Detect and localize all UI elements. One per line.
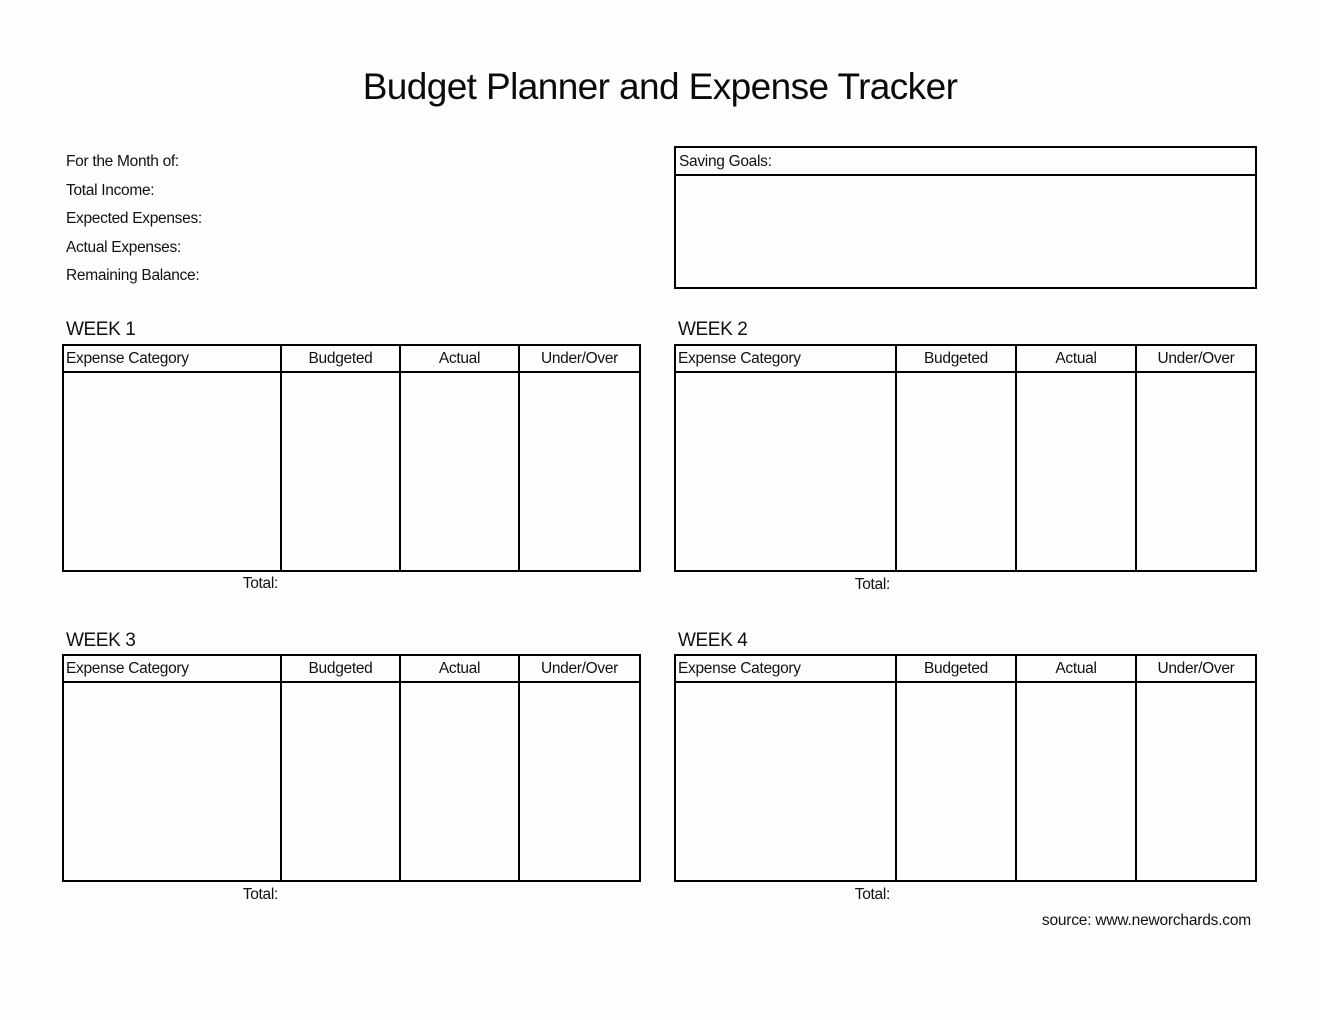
expense-category-cell[interactable] <box>64 683 282 880</box>
col-budgeted: Budgeted <box>282 656 401 681</box>
table-header <box>64 346 639 373</box>
table-body <box>64 683 639 880</box>
week-2-label: WEEK 2 <box>678 319 748 340</box>
table-header <box>676 346 1255 373</box>
budgeted-cell[interactable] <box>897 683 1017 880</box>
under-over-cell[interactable] <box>520 683 639 880</box>
expense-category-cell[interactable] <box>64 373 282 570</box>
col-budgeted: Budgeted <box>282 346 401 371</box>
actual-cell[interactable] <box>1017 683 1137 880</box>
col-budgeted: Budgeted <box>897 346 1017 371</box>
week-3-table <box>62 654 641 882</box>
col-actual: Actual <box>1017 656 1137 681</box>
col-expense-category: Expense Category <box>64 656 282 681</box>
under-over-cell[interactable] <box>520 373 639 570</box>
under-over-cell[interactable] <box>1137 373 1255 570</box>
week-3-label: WEEK 3 <box>66 630 136 651</box>
col-under-over: Under/Over <box>540 660 619 677</box>
saving-goals-label: Saving Goals: <box>676 148 1255 176</box>
table-body <box>676 683 1255 880</box>
week-1-table <box>62 344 641 572</box>
col-actual: Actual <box>401 346 520 371</box>
table-header <box>676 656 1255 683</box>
week-1-total-label: Total: <box>242 575 278 592</box>
week-4-label: WEEK 4 <box>678 630 748 651</box>
week-2-total-label: Total: <box>854 576 890 593</box>
expense-category-cell[interactable] <box>676 683 897 880</box>
table-body <box>64 373 639 570</box>
month-field-label: For the Month of: <box>66 153 179 170</box>
actual-cell[interactable] <box>1017 373 1137 570</box>
source-credit: source: www.neworchards.com <box>1041 912 1251 929</box>
budgeted-cell[interactable] <box>282 373 401 570</box>
week-3-total-label: Total: <box>242 886 278 903</box>
week-4-table <box>674 654 1257 882</box>
saving-goals-input-area[interactable] <box>676 176 1255 287</box>
col-under-over: Under/Over <box>1157 350 1235 367</box>
col-actual: Actual <box>1017 346 1137 371</box>
total-income-label: Total Income: <box>66 181 155 199</box>
week-4-total-label: Total: <box>854 886 890 903</box>
col-expense-category: Expense Category <box>676 346 897 371</box>
budgeted-cell[interactable] <box>897 373 1017 570</box>
budgeted-cell[interactable] <box>282 683 401 880</box>
actual-cell[interactable] <box>401 683 520 880</box>
week-1-label: WEEK 1 <box>66 319 136 340</box>
table-header <box>64 656 639 683</box>
under-over-cell[interactable] <box>1137 683 1255 880</box>
table-body <box>676 373 1255 570</box>
expected-expenses-label: Expected Expenses: <box>66 210 202 227</box>
week-2-table <box>674 344 1257 572</box>
summary-fields <box>66 150 202 293</box>
saving-goals-box <box>674 146 1257 289</box>
actual-expenses-label: Actual Expenses: <box>66 238 181 256</box>
actual-cell[interactable] <box>401 373 520 570</box>
col-under-over: Under/Over <box>540 350 619 367</box>
page-title: Budget Planner and Expense Tracker <box>362 66 958 107</box>
col-expense-category: Expense Category <box>64 346 282 371</box>
col-expense-category: Expense Category <box>676 656 897 681</box>
col-actual: Actual <box>401 656 520 681</box>
col-under-over: Under/Over <box>1157 660 1235 677</box>
remaining-balance-label: Remaining Balance: <box>66 267 200 284</box>
expense-category-cell[interactable] <box>676 373 897 570</box>
col-budgeted: Budgeted <box>897 656 1017 681</box>
